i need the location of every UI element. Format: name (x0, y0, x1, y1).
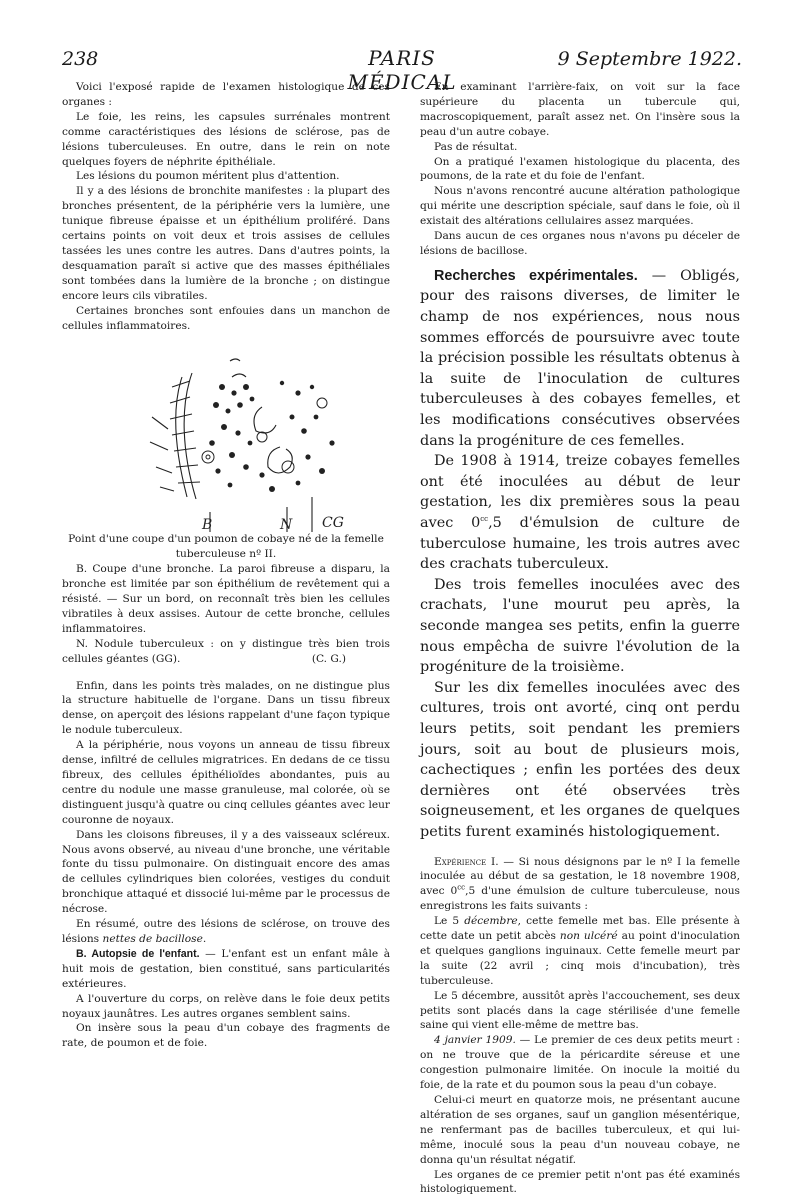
caption-title: Point d'une coupe d'un poumon de cobaye né de la femelle tuberculeuse nº II. (68, 533, 384, 561)
paragraph: A l'ouverture du corps, on relève dans le foie deux petits noyaux jaunâtres. Les autres organes semblent sains. (62, 992, 390, 1020)
issue-date: 9 Septembre 1922. (557, 48, 742, 70)
text-run: De 1908 à 1914, treize cobayes femelles ont été inoculées au début de leur gestation, les dix premières sous la peau avec 0 (420, 453, 740, 531)
text-run: , cette femelle met bas. Elle présente à cette date un petit abcès (420, 915, 741, 943)
page-header (62, 44, 742, 94)
figure-label-cg: CG (322, 515, 344, 532)
paragraph: Dans aucun de ces organes nous n'avons pu déceler de lésions de bacillose. (420, 230, 740, 257)
lung-section-figure (112, 347, 372, 532)
experiment-label: Expérience I. (434, 855, 499, 868)
lung-section-drawing (112, 347, 372, 532)
paragraph: On insère sous la peau d'un cobaye des fragments de rate, de poumon et de foie. (62, 1022, 390, 1050)
section-text: — Obligés, pour des raisons diverses, de limiter le champ de nos expériences, nous nous sommes efforcés de poursuivre avec toute la précision possible les résultats obtenus à la suite de l'inoculation de cultures tuberculeuses à des cobayes femelles, et les modifications consécutives observées dans la progéniture de ces femelles. (420, 267, 740, 449)
text-italic: décembre (464, 915, 518, 928)
paragraph: Certaines bronches sont enfouies dans un manchon de cellules inflammatoires. (62, 304, 390, 332)
paragraph: Nous n'avons rencontré aucune altération pathologique qui mérite une description spéciale, sauf dans le foie, où il existait des altérations cellulaires assez marquées. (420, 185, 740, 228)
experiment-paragraph (420, 855, 740, 915)
paragraph: Il y a des lésions de bronchite manifestes : la plupart des bronches présentent, de la périphérie vers la lumière, une tunique fibreuse épaisse et un épithélium proliféré. Dans certains points on voit deux et trois assises de cellules tassées les unes contre les autres. Dans d'autres points, la desquamation paraît si active que des masses épithéliales sont tombées dans la lumière de la bronche ; on distingue encore leurs cils vibratiles. (62, 185, 390, 302)
paragraph (62, 947, 390, 992)
summary-text: En résumé, outre des lésions de sclérose, on trouve des lésions (62, 918, 390, 945)
paragraph (62, 917, 390, 947)
journal-title: PARIS MÉDICAL (347, 46, 457, 94)
figure-label-n: N (280, 517, 293, 533)
right-column (420, 80, 740, 1197)
text-italic: 4 janvier 1909. (434, 1034, 516, 1047)
paragraph: Les organes de ce premier petit n'ont pas été examinés histologiquement. (420, 1168, 740, 1196)
paragraph: Pas de résultat. (434, 140, 518, 153)
paragraph: En examinant l'arrière-faix, on voit sur la face supérieure du placenta un tubercule qui, macroscopiquement, paraît assez net. On l'insère sous la peau d'un autre cobaye. (420, 81, 740, 138)
text-sup: cc (457, 883, 466, 892)
paragraph: Enfin, dans les points très malades, on ne distingue plus la structure habituelle de l'organe. Dans un tissu fibreux dense, on aperçoit des lésions rappelant d'une façon typique le nodule tuberculeux. (62, 679, 390, 737)
caption-signature: (C. G.) (311, 652, 346, 665)
text-run: ,5 d'une émulsion de culture tuberculeuse, nous enregistrons les faits suivants : (420, 885, 740, 913)
text-run: ,5 d'émulsion de culture de tuberculose humaine, les trois autres avec des crachats tuberculeux. (420, 515, 741, 573)
section-paragraph (420, 266, 740, 451)
left-column (62, 80, 390, 1051)
paragraph: On a pratiqué l'examen histologique du placenta, des poumons, de la rate et du foie de l'enfant. (420, 155, 740, 183)
text-run: — Le premier de ces deux petits meurt : on ne trouve que de la péricardite séreuse et une congestion pulmonaire limitée. On inocule la moitié du foie, de la rate et du poumon sous la peau d'un cobaye. (420, 1034, 741, 1092)
text-run: — Si nous désignons par le nº I la femelle inoculée au début de sa gestation, le 18 novembre 1908, avec 0 (420, 855, 740, 898)
text-run: Le 5 (434, 915, 465, 928)
text-sup: cc (480, 515, 489, 524)
section-paragraph: Sur les dix femelles inoculées avec des cultures, trois ont avorté, cinq ont perdu leurs petits, soit pendant les premiers jours, soit au bout de plusieurs mois, cachectiques ; enfin les portées des deux dernières ont été observées très soigneusement, et les organes de quelques petits furent examinés histologiquement. (420, 679, 740, 840)
paragraph: Celui-ci meurt en quatorze mois, ne présentant aucune altération de ses organes, sauf un ganglion mésentérique, ne renfermant pas de bacilles tuberculeux, et qui lui-même, inoculé sous la peau d'un nouveau cobaye, ne donna qu'un résultat négatif. (420, 1094, 740, 1166)
paragraph: Dans les cloisons fibreuses, il y a des vaisseaux scléreux. Nous avons observé, au niveau d'une bronche, une véritable fonte du tissu pulmonaire. On distinguait encore des amas de cellules cylindriques bien colorées, vestiges du conduit bronchique attaqué et dissocié lui-même par le processus de nécrose. (62, 828, 390, 916)
paragraph: Le foie, les reins, les capsules surrénales montrent comme caractéristiques des lésions de sclérose, pas de lésions tuberculeuses. En outre, dans le rein on note quelques foyers de néphrite épithéliale. (62, 110, 390, 168)
autopsy-text: — L'enfant est un enfant mâle à huit mois de gestation, bien constitué, sans particularités extérieures. (62, 947, 391, 990)
paragraph: A la périphérie, nous voyons un anneau de tissu fibreux dense, infiltré de cellules migratrices. En dedans de ce tissu fibreux, des cellules épithélioïdes abondantes, puis au centre du nodule une masse granuleuse, mal colorée, où se distinguent jusqu'à quatre ou cinq cellules géantes avec leur couronne de noyaux. (62, 739, 390, 826)
figure-caption (62, 532, 390, 666)
section-paragraph (420, 451, 740, 575)
figure-label-b: B (202, 517, 213, 533)
caption-b: B. Coupe d'une bronche. La paroi fibreuse a disparu, la bronche est limitée par son épithélium de revêtement qui a résisté. — Sur un bord, on reconnaît très bien les cellules vibratiles à deux assises. Autour de cette bronche, cellules inflammatoires. (62, 563, 390, 635)
section-paragraph: Des trois femelles inoculées avec des crachats, l'une mourut peu après, la seconde mangea ses petits, enfin la guerre nous empêcha de suivre l'évolution de la progéniture de la troisième. (420, 576, 740, 676)
paragraph: Voici l'exposé rapide de l'examen histologique de ces organes : (62, 81, 390, 108)
page-number: 238 (62, 48, 99, 70)
paragraph: Le 5 décembre, aussitôt après l'accouchement, ses deux petits sont placés dans la cage stérilisée d'une femelle saine qui vient elle-même de mettre bas. (420, 989, 740, 1032)
section-heading: Recherches expérimentales. (434, 267, 638, 284)
summary-italic: nettes de bacillose. (102, 932, 207, 945)
caption-n (62, 637, 390, 667)
caption-n-text: N. Nodule tuberculeux : on y distingue très bien trois cellules géantes (GG). (62, 637, 390, 665)
paragraph (420, 914, 740, 989)
text-italic: non ulcéré (559, 930, 618, 943)
autopsy-heading: B. Autopsie de l'enfant. (76, 947, 200, 960)
paragraph (420, 1033, 740, 1093)
text-run: au point d'inoculation et quelques ganglions inguinaux. Cette femelle meurt par la suite (22 avril ; cinq mois d'incubation), très tuberculeuse. (420, 930, 740, 987)
paragraph: Les lésions du poumon méritent plus d'attention. (76, 170, 340, 183)
